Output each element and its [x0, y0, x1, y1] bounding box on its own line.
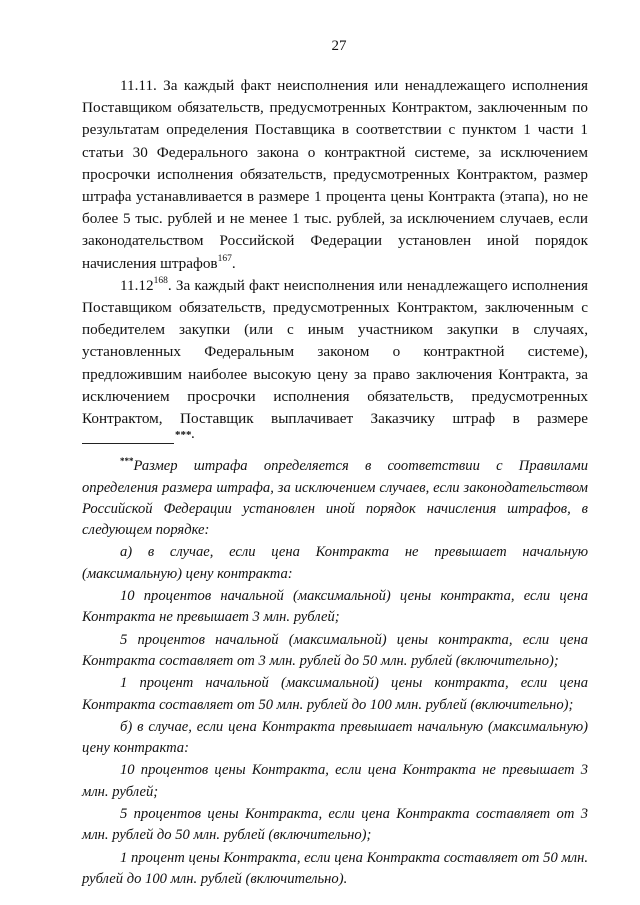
- page-number: 27: [331, 38, 347, 54]
- paragraph-11-12-number: 11.12: [120, 276, 154, 294]
- footnote-ref-167: 167: [217, 253, 232, 264]
- paragraph-11-12: [82, 275, 588, 430]
- footnote-case-a-item-1: 10 процентов начальной (максимальной) цены контракта, если цена Контракта не превышает 3 млн. рублей;: [82, 588, 588, 626]
- footnote-intro-text: Размер штрафа определяется в соответствии с Правилами определения размера штрафа, за исключением случаев, если законодательством Российской Федерации установлен иной порядок начисления штрафов, в следующем порядке:: [82, 458, 588, 539]
- paragraph-11-11-text: 11.11. За каждый факт неисполнения или ненадлежащего исполнения Поставщиком обязательств, предусмотренных Контрактом, заключенным по результатам определения Поставщика в соответствии с пунктом 1 части 1 статьи 30 Федерального закона о контрактной системе, за исключением просрочки исполнения обязательств, предусмотренных Контрактом, размер штрафа устанавливается в размере 1 процента цены Контракта (этапа), но не более 5 тыс. рублей и не менее 1 тыс. рублей, за исключением случаев, если законодательством Российской Федерации установлен иной порядок начисления штрафов: [82, 77, 588, 272]
- blank-rule: [82, 443, 174, 444]
- paragraph-11-12-text: . За каждый факт неисполнения или ненадлежащего исполнения Поставщиком обязательств, предусмотренных Контрактом, заключенным с победителем закупки (или с иным участником закупки в случаях, установленных Федеральным законом о контрактной системе), предложившим наиболее высокую цену за право заключения Контракта, за исключением просрочки исполнения обязательств, предусмотренных Контрактом, Поставщик выплачивает Заказчику штраф в размере: [82, 276, 588, 428]
- footnote-case-a: а) в случае, если цена Контракта не превышает начальную (максимальную) цену контракта:: [82, 544, 588, 582]
- footnote-intro: [82, 456, 588, 541]
- footnote-case-b: б) в случае, если цена Контракта превышает начальную (максимальную) цену контракта:: [82, 718, 588, 757]
- footnote-case-b-item-2: 5 процентов цены Контракта, если цена Контракта составляет от 3 млн. рублей до 50 млн. рублей (включительно);: [82, 806, 588, 844]
- blank-underline: [82, 429, 588, 450]
- footnote-case-b-item-3: 1 процент цены Контракта, если цена Контракта составляет от 50 млн. рублей до 100 млн. рублей (включительно).: [82, 849, 588, 887]
- footnote-mark: ***: [120, 456, 134, 467]
- paragraph-11-11: [82, 75, 588, 275]
- footnote-case-a-item-3: 1 процент начальной (максимальной) цены контракта, если цена Контракта составляет от 50 млн. рублей до 100 млн. рублей (включительно);: [82, 675, 588, 713]
- footnote-case-a-item-2: 5 процентов начальной (максимальной) цены контракта, если цена Контракта составляет от 3 млн. рублей до 50 млн. рублей (включительно);: [82, 631, 588, 669]
- footnote-block: [82, 456, 588, 890]
- footnote-case-b-item-1: 10 процентов цены Контракта, если цена Контракта не превышает 3 млн. рублей;: [82, 762, 588, 800]
- paragraph-11-11-end: .: [231, 254, 236, 272]
- blank-footnote-mark: ***.: [175, 429, 195, 442]
- footnote-ref-168: 168: [153, 275, 168, 286]
